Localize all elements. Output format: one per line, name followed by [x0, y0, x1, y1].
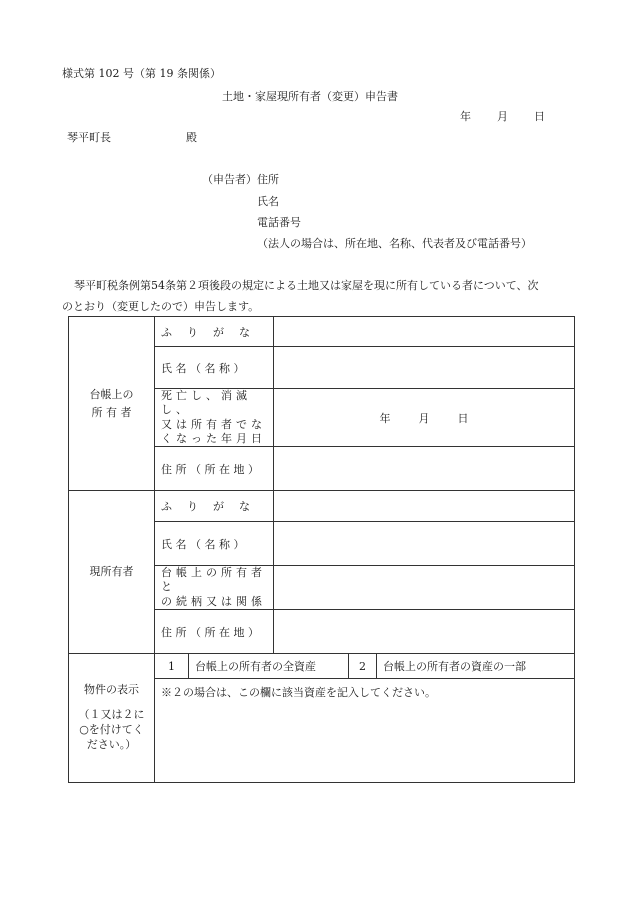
- current-owner-furigana-label: ふ り が な: [155, 491, 274, 522]
- year-label: 年: [460, 110, 471, 123]
- declarer-name-label: 氏名: [257, 195, 279, 208]
- registered-owner-address-label: 住 所 （ 所 在 地 ）: [155, 447, 274, 491]
- form-number: 様式第 102 号（第 19 条関係）: [62, 67, 221, 80]
- current-owner-name-field[interactable]: [274, 522, 575, 566]
- registered-owner-name-label: 氏 名 （ 名 称 ）: [155, 347, 274, 389]
- registered-owner-group-label: 台帳上の 所 有 者: [69, 317, 155, 491]
- relation-label: 台帳上の所有者と の続柄又は関係: [155, 566, 274, 610]
- declarer-address-label: 住所: [257, 173, 279, 186]
- relation-field[interactable]: [274, 566, 575, 610]
- current-owner-group-label: 現所有者: [69, 491, 155, 654]
- month-label: 月: [497, 110, 508, 123]
- submission-date: [460, 111, 545, 122]
- registered-owner-address-field[interactable]: [274, 447, 575, 491]
- option1-number[interactable]: 1: [155, 654, 189, 679]
- property-note-field[interactable]: ※２の場合は、この欄に該当資産を記入してください。: [155, 679, 575, 783]
- current-owner-address-label: 住 所 （ 所 在 地 ）: [155, 610, 274, 654]
- property-group-label: 物件の表示 （１又は２に ○を付けてく ださい。）: [69, 654, 155, 783]
- option1-text: 台帳上の所有者の全資産: [189, 654, 349, 679]
- day-label: 日: [534, 110, 545, 123]
- declaration-table: [68, 316, 575, 783]
- declarer-phone-label: 電話番号: [257, 216, 301, 229]
- option2-number[interactable]: 2: [349, 654, 377, 679]
- honorific: 殿: [186, 131, 197, 144]
- registered-owner-furigana-field[interactable]: [274, 317, 575, 347]
- registered-owner-furigana-label: ふ り が な: [155, 317, 274, 347]
- declarer-label: （申告者）: [202, 173, 257, 186]
- current-owner-furigana-field[interactable]: [274, 491, 575, 522]
- current-owner-name-label: 氏 名 （ 名 称 ）: [155, 522, 274, 566]
- body-text-line1: 琴平町税条例第54条第２項後段の規定による土地又は家屋を現に所有している者について、次: [74, 279, 539, 292]
- document-title: 土地・家屋現所有者（変更）申告書: [222, 90, 398, 103]
- death-date-label: 死亡し、消滅し、 又は所有者でな くなった年月日: [155, 389, 274, 447]
- addressee: 琴平町長: [67, 131, 111, 144]
- option2-text: 台帳上の所有者の資産の一部: [377, 654, 575, 679]
- death-date-field[interactable]: 年 月 日: [274, 389, 575, 447]
- corporation-note: （法人の場合は、所在地、名称、代表者及び電話番号）: [257, 237, 532, 250]
- current-owner-address-field[interactable]: [274, 610, 575, 654]
- registered-owner-name-field[interactable]: [274, 347, 575, 389]
- body-text-line2: のとおり（変更したので）申告します。: [62, 300, 260, 313]
